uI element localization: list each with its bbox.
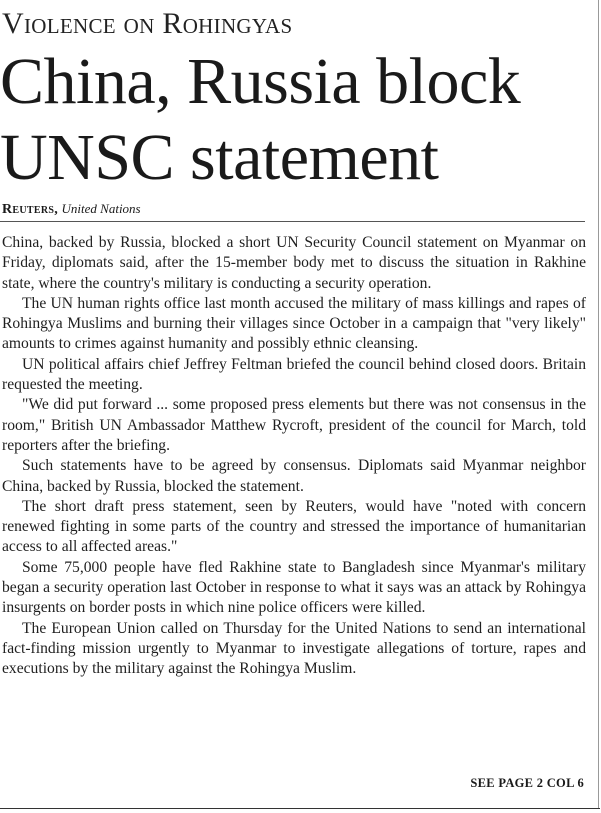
paragraph-5: Such statements have to be agreed by consensus. Diplomats said Myanmar neighbor China, backed by Russia, blocked the statement.: [2, 457, 586, 495]
kicker: Violence on Rohingyas: [2, 7, 293, 40]
right-column-rule: [598, 0, 599, 808]
paragraph-8: The European Union called on Thursday for the United Nations to send an international fact-finding mission urgently to Myanmar to investigate allegations of torture, rapes and executions by the military against the Rohingya Muslim.: [2, 619, 586, 678]
article-body: [2, 233, 586, 680]
byline-location: United Nations: [61, 201, 141, 216]
byline-divider: [0, 221, 585, 222]
byline-agency: Reuters,: [2, 202, 59, 217]
paragraph-2: The UN human rights office last month accused the military of mass killings and rapes of Rohingya Muslims and burning their villages since October in a campaign that "very likely" amounts to crimes against humanity and possibly ethnic cleansing.: [2, 294, 586, 353]
paragraph-1: China, backed by Russia, blocked a short UN Security Council statement on Myanmar on Friday, diplomats said, after the 15-member body met to discuss the situation in Rakhine state, where the country's military is conducting a security operation.: [2, 234, 586, 292]
paragraph-3: UN political affairs chief Jeffrey Feltman briefed the council behind closed doors. Britain requested the meeting.: [2, 355, 586, 394]
headline: China, Russia block UNSC statement: [0, 45, 521, 194]
byline: [2, 200, 141, 219]
paragraph-7: Some 75,000 people have fled Rakhine state to Bangladesh since Myanmar's military began a security operation last October in response to what it says was an attack by Rohingya insurgents on border posts in which nine police officers were killed.: [2, 558, 586, 617]
bottom-divider: [0, 808, 600, 809]
paragraph-4: "We did put forward ... some proposed press elements but there was not consensus in the room," British UN Ambassador Matthew Rycroft, president of the council for March, told reporters after the briefing.: [2, 396, 586, 454]
paragraph-6: The short draft press statement, seen by Reuters, would have "noted with concern renewed fighting in some parts of the country and stressed the importance of humanitarian access to all affected areas.": [2, 497, 586, 556]
continuation-jump-line: SEE PAGE 2 COL 6: [470, 776, 584, 790]
